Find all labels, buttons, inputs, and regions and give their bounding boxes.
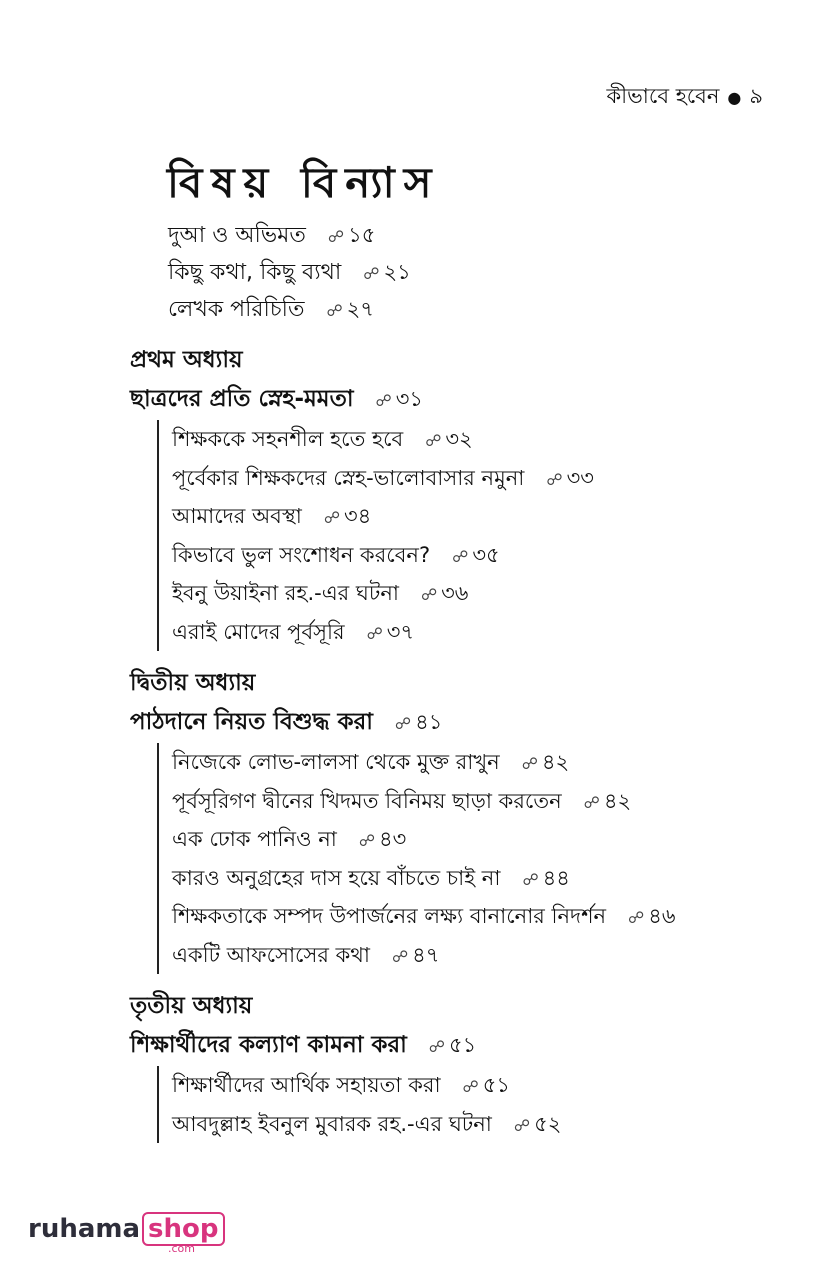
entry-label: শিক্ষার্থীদের কল্যাণ কামনা করা — [130, 1032, 407, 1058]
entry-page: ☍ ২৭ — [326, 297, 374, 321]
entry-page: ☍ ৩৬ — [421, 574, 469, 615]
entry-page: ☍ ৩৪ — [324, 497, 371, 538]
entry-label: কিভাবে ভুল সংশোধন করবেন? — [172, 542, 431, 567]
entry-label: আমাদের অবস্থা — [172, 504, 302, 528]
entry-label: শিক্ষককে সহনশীল হতে হবে — [172, 427, 404, 451]
toc-entry[interactable] — [172, 782, 676, 821]
toc-entry[interactable] — [172, 936, 676, 975]
page-link-icon: ☍ — [522, 869, 539, 889]
page-link-icon: ☍ — [326, 301, 343, 320]
entry-label: পাঠদানে নিয়ত বিশুদ্ধ করা — [130, 709, 373, 735]
toc-entry[interactable] — [172, 820, 676, 859]
entry-label: একটি আফসোসের কথা — [172, 942, 370, 967]
chapter-main-entry[interactable] — [130, 1026, 676, 1064]
entry-page: ☍ ৪৪ — [522, 859, 569, 900]
entry-label: এক ঢোক পানিও না — [172, 827, 337, 851]
toc-entry[interactable] — [168, 218, 411, 255]
page-link-icon: ☍ — [323, 508, 341, 527]
entry-page: ☍ ৩২ — [425, 420, 473, 461]
toc-entry[interactable] — [172, 743, 676, 782]
running-title: কীভাবে হবেন — [606, 84, 720, 108]
page-number: ৯ — [749, 84, 763, 108]
page-link-icon: ☍ — [420, 585, 438, 604]
chapter-1 — [130, 340, 676, 651]
sub-entry-list — [157, 420, 676, 651]
bullet-icon: ● — [727, 88, 742, 107]
entry-label: এরাই মোদের পূর্বসূরি — [172, 619, 345, 644]
toc-entry[interactable] — [172, 897, 676, 936]
sub-entry-list — [157, 1066, 676, 1143]
toc-title: বিষয় বিন্যাস — [167, 158, 441, 207]
page-link-icon: ☍ — [452, 546, 469, 566]
entry-page: ☍ ২১ — [363, 260, 411, 284]
entry-label: ইবনু উয়াইনা রহ.-এর ঘটনা — [172, 581, 399, 605]
entry-label: কারও অনুগ্রহের দাস হয়ে বাঁচতে চাই না — [172, 865, 501, 890]
entry-label: কিছু কথা, কিছু ব্যথা — [168, 260, 342, 285]
chapter-main-entry[interactable] — [130, 703, 676, 741]
chapter-3 — [130, 986, 676, 1143]
entry-label: শিক্ষকতাকে সম্পদ উপার্জনের লক্ষ্য বানানোর নিদর্শন — [172, 904, 607, 928]
entry-page: ☍ ৪১ — [395, 703, 442, 743]
entry-page: ☍ ৩১ — [376, 380, 423, 420]
toc-entry[interactable] — [172, 1105, 676, 1144]
entry-page: ☍ ৫১ — [429, 1026, 476, 1066]
entry-label: পূর্বসূরিগণ দ্বীনের খিদমত বিনিময় ছাড়া করতেন — [172, 788, 562, 813]
logo-text-ruhama: ruhama — [28, 1214, 141, 1244]
page-link-icon: ☍ — [358, 831, 376, 850]
page-link-icon: ☍ — [546, 469, 563, 489]
chapter-title: প্রথম অধ্যায় — [130, 347, 243, 373]
entry-page: ☍ ৪৭ — [392, 936, 439, 977]
ruhamashop-logo — [28, 1212, 225, 1255]
page-link-icon: ☍ — [521, 754, 538, 773]
page-link-icon: ☍ — [628, 908, 645, 927]
chapter-2 — [130, 663, 676, 974]
toc-entry[interactable] — [172, 574, 676, 613]
entry-label: পূর্বেকার শিক্ষকদের স্নেহ-ভালোবাসার নমুনা — [172, 465, 525, 490]
toc-entry[interactable] — [172, 420, 676, 459]
toc-entry[interactable] — [172, 1066, 676, 1105]
entry-page: ☍ ৩৭ — [367, 613, 415, 654]
toc-entry[interactable] — [172, 859, 676, 898]
toc-entry[interactable] — [172, 613, 676, 652]
entry-page: ☍ ৫১ — [463, 1066, 510, 1107]
entry-page: ☍ ৪২ — [522, 743, 569, 784]
page-link-icon: ☍ — [391, 946, 409, 966]
toc-entry[interactable] — [172, 497, 676, 536]
toc-entry[interactable] — [168, 292, 411, 329]
entry-label: ছাত্রদের প্রতি স্নেহ-মমতা — [130, 386, 354, 412]
toc-entry[interactable] — [168, 255, 411, 292]
page-link-icon: ☍ — [327, 227, 345, 246]
page-link-icon: ☍ — [462, 1077, 479, 1096]
page-link-icon: ☍ — [425, 431, 442, 450]
entry-page: ☍ ৫২ — [514, 1105, 561, 1146]
sub-entry-list — [157, 743, 676, 974]
entry-page: ☍ ৪২ — [584, 782, 631, 823]
entry-page: ☍ ৪৬ — [628, 897, 675, 938]
running-header — [606, 80, 763, 115]
entry-label: দুআ ও অভিমত — [168, 223, 306, 248]
entry-label: লেখক পরিচিতি — [168, 297, 305, 322]
page-link-icon: ☍ — [363, 264, 380, 283]
front-matter-list — [168, 218, 411, 329]
chapter-title: তৃতীয় অধ্যায় — [130, 993, 253, 1019]
chapter-list — [130, 340, 676, 1155]
logo-text-shop: shop — [142, 1212, 224, 1246]
logo-text-domain: .com — [168, 1242, 195, 1255]
entry-page: ☍ ১৫ — [327, 223, 376, 247]
toc-entry[interactable] — [172, 459, 676, 498]
entry-label: আবদুল্লাহ ইবনুল মুবারক রহ.-এর ঘটনা — [172, 1111, 492, 1136]
entry-page: ☍ ৩৩ — [546, 459, 594, 500]
page-link-icon: ☍ — [428, 1037, 445, 1056]
page-link-icon: ☍ — [366, 623, 383, 643]
entry-label: শিক্ষার্থীদের আর্থিক সহায়তা করা — [172, 1073, 441, 1097]
page-link-icon: ☍ — [583, 792, 600, 812]
chapter-main-entry[interactable] — [130, 380, 676, 418]
chapter-title: দ্বিতীয় অধ্যায় — [130, 670, 256, 696]
entry-page: ☍ ৪৩ — [359, 820, 406, 861]
page-link-icon: ☍ — [394, 714, 412, 733]
toc-entry[interactable] — [172, 536, 676, 575]
page-link-icon: ☍ — [513, 1115, 531, 1135]
entry-label: নিজেকে লোভ-লালসা থেকে মুক্ত রাখুন — [172, 750, 500, 774]
page-link-icon: ☍ — [375, 391, 392, 410]
entry-page: ☍ ৩৫ — [452, 536, 499, 577]
